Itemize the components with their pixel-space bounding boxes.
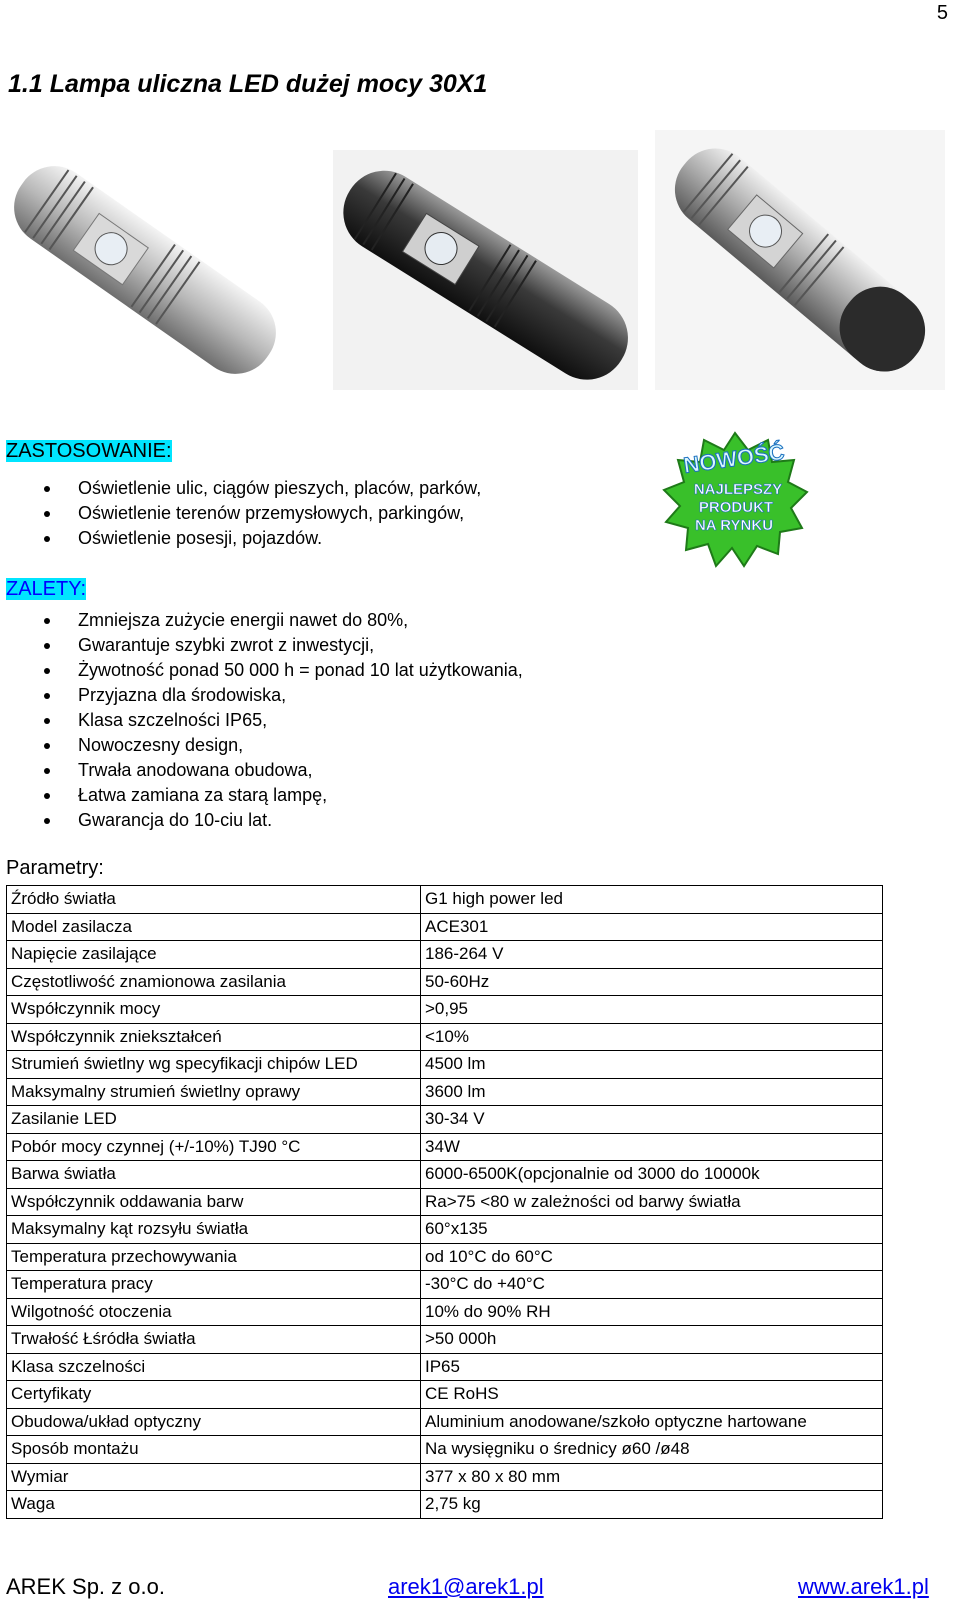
param-name: Częstotliwość znamionowa zasilania <box>7 968 421 996</box>
zalety-list <box>40 608 523 833</box>
param-value: 30-34 V <box>421 1106 883 1134</box>
param-name: Trwałość Łśródła światła <box>7 1326 421 1354</box>
param-name: Współczynnik zniekształceń <box>7 1023 421 1051</box>
param-value: ACE301 <box>421 913 883 941</box>
param-name: Pobór mocy czynnej (+/-10%) TJ90 °C <box>7 1133 421 1161</box>
footer-website[interactable] <box>798 1574 929 1600</box>
table-row <box>7 1188 883 1216</box>
zastosowanie-heading <box>6 440 172 463</box>
param-value: 2,75 kg <box>421 1491 883 1519</box>
table-row <box>7 1491 883 1519</box>
param-name: Obudowa/układ optyczny <box>7 1408 421 1436</box>
list-item: Łatwa zamiana za starą lampę, <box>40 783 523 808</box>
table-row <box>7 941 883 969</box>
badge-line-4: NA RYNKU <box>694 517 774 534</box>
badge-line-1: NOWOŚĆ <box>681 439 786 479</box>
table-row <box>7 1463 883 1491</box>
param-value: 186-264 V <box>421 941 883 969</box>
zastosowanie-list <box>40 476 481 551</box>
param-value: 4500 lm <box>421 1051 883 1079</box>
zastosowanie-heading-text: ZASTOSOWANIE: <box>6 440 172 462</box>
table-row <box>7 1023 883 1051</box>
param-name: Certyfikaty <box>7 1381 421 1409</box>
table-row <box>7 1381 883 1409</box>
new-product-badge <box>660 428 810 573</box>
param-value: 10% do 90% RH <box>421 1298 883 1326</box>
table-row <box>7 1326 883 1354</box>
website-link[interactable]: www.arek1.pl <box>798 1574 929 1599</box>
table-row <box>7 1133 883 1161</box>
param-value: G1 high power led <box>421 886 883 914</box>
param-value: -30°C do +40°C <box>421 1271 883 1299</box>
lamp-photo-silver-left <box>5 150 290 395</box>
param-name: Współczynnik oddawania barw <box>7 1188 421 1216</box>
param-name: Model zasilacza <box>7 913 421 941</box>
param-value: Aluminium anodowane/szkoło optyczne hartowane <box>421 1408 883 1436</box>
table-row <box>7 1161 883 1189</box>
table-row <box>7 996 883 1024</box>
param-name: Waga <box>7 1491 421 1519</box>
footer-company: AREK Sp. z o.o. <box>6 1574 165 1599</box>
param-value: 6000-6500K(opcjonalnie od 3000 do 10000k <box>421 1161 883 1189</box>
param-value: od 10°C do 60°C <box>421 1243 883 1271</box>
param-value: <10% <box>421 1023 883 1051</box>
param-name: Temperatura pracy <box>7 1271 421 1299</box>
param-value: IP65 <box>421 1353 883 1381</box>
table-row <box>7 1436 883 1464</box>
param-name: Maksymalny strumień świetlny oprawy <box>7 1078 421 1106</box>
table-row <box>7 1216 883 1244</box>
param-name: Wymiar <box>7 1463 421 1491</box>
table-row <box>7 968 883 996</box>
footer-email[interactable] <box>388 1574 544 1600</box>
table-row <box>7 1243 883 1271</box>
badge-line-3: PRODUKT <box>698 499 774 516</box>
list-item: Oświetlenie ulic, ciągów pieszych, placów, parków, <box>40 476 481 501</box>
params-table <box>6 885 883 1519</box>
param-value: >0,95 <box>421 996 883 1024</box>
email-link[interactable]: arek1@arek1.pl <box>388 1574 544 1599</box>
param-value: >50 000h <box>421 1326 883 1354</box>
table-row <box>7 1271 883 1299</box>
param-name: Barwa światła <box>7 1161 421 1189</box>
list-item: Trwała anodowana obudowa, <box>40 758 523 783</box>
lamp-photo-black-center <box>333 150 638 390</box>
param-name: Sposób montażu <box>7 1436 421 1464</box>
param-value: Ra>75 <80 w zależności od barwy światła <box>421 1188 883 1216</box>
param-value: 34W <box>421 1133 883 1161</box>
list-item: Przyjazna dla środowiska, <box>40 683 523 708</box>
list-item: Gwarancja do 10-ciu lat. <box>40 808 523 833</box>
param-name: Strumień świetlny wg specyfikacji chipów LED <box>7 1051 421 1079</box>
table-row <box>7 1051 883 1079</box>
table-row <box>7 1408 883 1436</box>
param-name: Klasa szczelności <box>7 1353 421 1381</box>
list-item: Zmniejsza zużycie energii nawet do 80%, <box>40 608 523 633</box>
zalety-heading-text: ZALETY: <box>6 578 87 600</box>
param-value: 377 x 80 x 80 mm <box>421 1463 883 1491</box>
table-row <box>7 1298 883 1326</box>
param-name: Temperatura przechowywania <box>7 1243 421 1271</box>
page-title: 1.1 Lampa uliczna LED dużej mocy 30X1 <box>8 70 488 98</box>
list-item: Żywotność ponad 50 000 h = ponad 10 lat użytkowania, <box>40 658 523 683</box>
param-name: Napięcie zasilające <box>7 941 421 969</box>
param-name: Źródło światła <box>7 886 421 914</box>
param-name: Maksymalny kąt rozsyłu światła <box>7 1216 421 1244</box>
param-value: 50-60Hz <box>421 968 883 996</box>
badge-line-2: NAJLEPSZY <box>693 481 783 498</box>
table-row <box>7 1078 883 1106</box>
param-name: Wilgotność otoczenia <box>7 1298 421 1326</box>
table-row <box>7 886 883 914</box>
list-item: Nowoczesny design, <box>40 733 523 758</box>
param-name: Współczynnik mocy <box>7 996 421 1024</box>
lamp-photo-silver-right <box>655 130 945 390</box>
list-item: Oświetlenie posesji, pojazdów. <box>40 526 481 551</box>
zalety-heading <box>6 578 86 601</box>
params-heading: Parametry: <box>6 857 104 879</box>
table-row <box>7 1106 883 1134</box>
table-row <box>7 913 883 941</box>
param-value: 3600 lm <box>421 1078 883 1106</box>
list-item: Oświetlenie terenów przemysłowych, parkingów, <box>40 501 481 526</box>
list-item: Gwarantuje szybki zwrot z inwestycji, <box>40 633 523 658</box>
table-row <box>7 1353 883 1381</box>
param-value: Na wysięgniku o średnicy ø60 /ø48 <box>421 1436 883 1464</box>
param-name: Zasilanie LED <box>7 1106 421 1134</box>
param-value: CE RoHS <box>421 1381 883 1409</box>
param-value: 60°x135 <box>421 1216 883 1244</box>
page-number: 5 <box>936 2 948 24</box>
list-item: Klasa szczelności IP65, <box>40 708 523 733</box>
